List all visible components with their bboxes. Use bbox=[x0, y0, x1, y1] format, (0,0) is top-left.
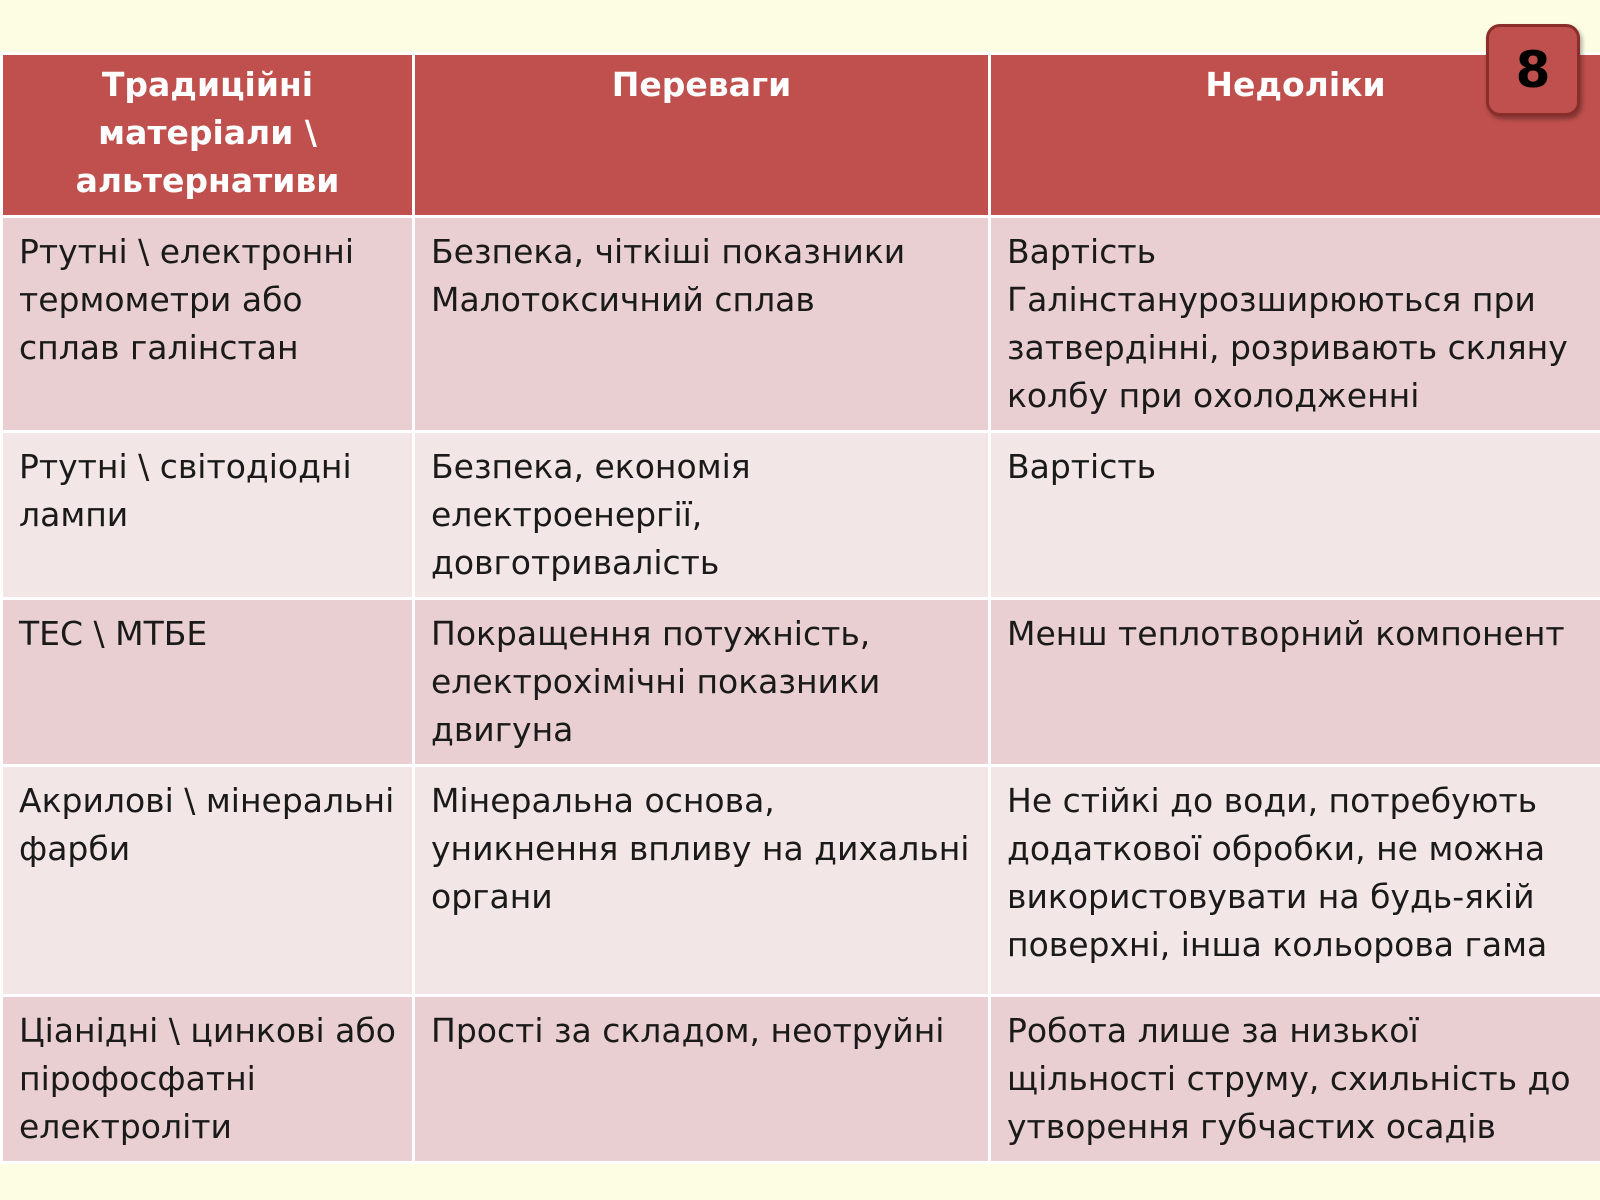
disadvantage-line: Не стійкі до води, потребують додаткової обробки, не можна використовувати на будь-якій поверхні, інша кольорова гама bbox=[1007, 781, 1548, 964]
advantages-cell bbox=[414, 766, 990, 996]
slide-number-badge: 8 bbox=[1486, 24, 1580, 116]
advantage-line: Мінеральна основа, уникнення впливу на дихальні органи bbox=[431, 781, 970, 916]
advantages-cell bbox=[414, 599, 990, 766]
table-row bbox=[2, 599, 1600, 766]
advantage-line: Безпека, економія електроенергії, довготривалість bbox=[431, 447, 751, 582]
header-advantages: Переваги bbox=[414, 54, 990, 217]
advantage-line: Безпека, чіткіші показники bbox=[431, 232, 906, 271]
disadvantage-line: Вартість bbox=[1007, 447, 1157, 486]
comparison-table bbox=[0, 52, 1600, 1164]
disadvantages-cell bbox=[990, 217, 1600, 432]
advantage-line: Покращення потужність, електрохімічні показники двигуна bbox=[431, 614, 881, 749]
material-cell: Ртутні \ електронні термометри або сплав галінстан bbox=[2, 217, 414, 432]
disadvantage-line: Робота лише за низької щільності струму, схильність до утворення губчастих осадів bbox=[1007, 1011, 1571, 1146]
disadvantages-cell bbox=[990, 599, 1600, 766]
disadvantages-cell bbox=[990, 766, 1600, 996]
disadvantages-cell bbox=[990, 432, 1600, 599]
header-disadvantages: Недоліки bbox=[990, 54, 1600, 217]
table-row bbox=[2, 217, 1600, 432]
advantage-line: Малотоксичний сплав bbox=[431, 280, 815, 319]
disadvantage-line: Менш теплотворний компонент bbox=[1007, 614, 1565, 653]
material-cell: Ртутні \ світодіодні лампи bbox=[2, 432, 414, 599]
header-materials: Традиційні матеріали \ альтернативи bbox=[2, 54, 414, 217]
table-row bbox=[2, 432, 1600, 599]
table-row bbox=[2, 766, 1600, 996]
advantages-cell bbox=[414, 996, 990, 1163]
material-cell: ТЕС \ МТБЕ bbox=[2, 599, 414, 766]
advantages-cell bbox=[414, 217, 990, 432]
advantages-cell bbox=[414, 432, 990, 599]
material-cell: Акрилові \ мінеральні фарби bbox=[2, 766, 414, 996]
table-header-row bbox=[2, 54, 1600, 217]
table-row bbox=[2, 996, 1600, 1163]
disadvantages-cell bbox=[990, 996, 1600, 1163]
disadvantage-line: Галінстанурозширюються при затвердінні, розривають скляну колбу при охолодженні bbox=[1007, 280, 1568, 415]
advantage-line: Прості за складом, неотруйні bbox=[431, 1011, 945, 1050]
disadvantage-line: Вартість bbox=[1007, 232, 1157, 271]
material-cell: Ціанідні \ цинкові або пірофосфатні електроліти bbox=[2, 996, 414, 1163]
